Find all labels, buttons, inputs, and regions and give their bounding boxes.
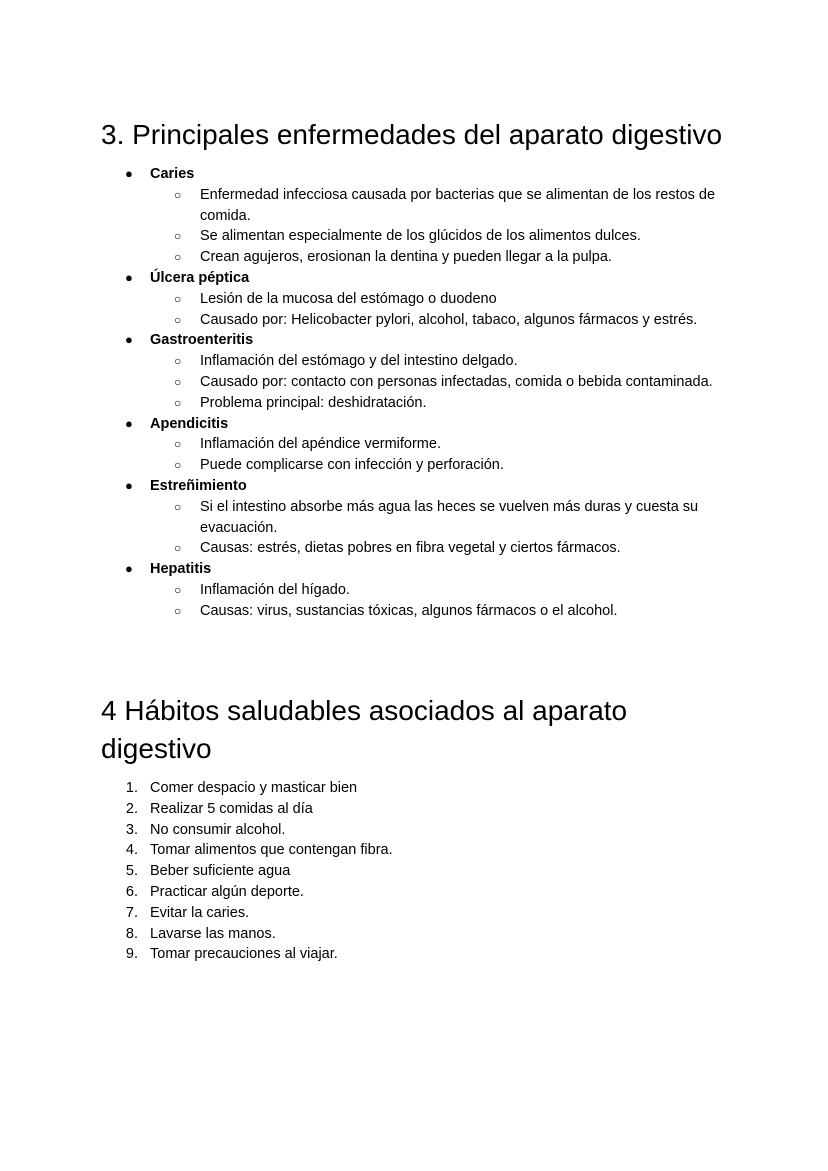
disease-item [0, 268, 828, 330]
disease-details-list [0, 289, 828, 331]
habit-item [0, 820, 828, 841]
habit-item [0, 840, 828, 861]
detail-text: Problema principal: deshidratación. [200, 394, 427, 411]
detail-text: Lesión de la mucosa del estómago o duodeno [200, 290, 497, 307]
detail-item [0, 497, 730, 539]
habit-item [0, 799, 828, 820]
hollow-bullet-icon: ○ [174, 291, 182, 306]
disease-details-list [0, 434, 828, 476]
habit-item [0, 924, 828, 945]
habit-number: 5. [125, 863, 138, 880]
habit-text: No consumir alcohol. [150, 821, 286, 838]
bullet-icon: ● [125, 166, 133, 181]
detail-item [0, 226, 730, 247]
hollow-bullet-icon: ○ [174, 229, 182, 244]
hollow-bullet-icon: ○ [174, 541, 182, 556]
disease-details-list [0, 497, 828, 559]
bullet-icon: ● [125, 415, 133, 431]
habit-number: 3. [125, 821, 138, 838]
detail-item [0, 455, 730, 476]
hollow-bullet-icon: ○ [174, 250, 182, 265]
habit-text: Evitar la caries. [150, 904, 250, 921]
habit-number: 2. [125, 800, 138, 817]
habit-text: Lavarse las manos. [150, 925, 276, 942]
detail-item [0, 247, 730, 268]
hollow-bullet-icon: ○ [174, 603, 182, 618]
hollow-bullet-icon: ○ [174, 374, 182, 389]
detail-text: Se alimentan especialmente de los glúcidos de los alimentos dulces. [200, 228, 641, 245]
detail-text: Causas: virus, sustancias tóxicas, algunos fármacos o el alcohol. [200, 602, 618, 619]
detail-item [0, 185, 730, 227]
habit-number: 1. [125, 780, 138, 796]
detail-item [0, 351, 730, 372]
habit-text: Comer despacio y masticar bien [150, 780, 358, 796]
bullet-icon: ● [125, 561, 133, 577]
detail-text: Si el intestino absorbe más agua las heces se vuelven más duras y cuesta su evacuación. [200, 498, 699, 536]
disease-item [0, 476, 828, 559]
disease-heading [0, 330, 828, 351]
detail-text: Crean agujeros, erosionan la dentina y pueden llegar a la pulpa. [200, 249, 612, 266]
habit-item [0, 882, 828, 903]
detail-text: Causado por: contacto con personas infectadas, comida o bebida contaminada. [200, 373, 713, 390]
disease-name: Apendicitis [150, 415, 229, 432]
bullet-icon: ● [125, 477, 133, 493]
detail-text: Puede complicarse con infección y perforación. [200, 457, 504, 474]
hollow-bullet-icon: ○ [174, 395, 182, 410]
detail-item [0, 310, 730, 331]
detail-text: Causas: estrés, dietas pobres en fibra vegetal y ciertos fármacos. [200, 540, 621, 557]
disease-item [0, 559, 828, 621]
disease-heading [0, 559, 828, 580]
detail-text: Causado por: Helicobacter pylori, alcohol, tabaco, algunos fármacos y estrés. [200, 311, 698, 328]
bullet-icon: ● [125, 332, 133, 348]
habit-number: 4. [125, 842, 138, 859]
detail-item [0, 580, 730, 601]
disease-heading [0, 268, 828, 289]
detail-text: Inflamación del apéndice vermiforme. [200, 436, 441, 453]
detail-text: Inflamación del hígado. [200, 581, 350, 598]
hollow-bullet-icon: ○ [174, 437, 182, 452]
detail-text: Inflamación del estómago y del intestino delgado. [200, 353, 518, 370]
disease-name: Gastroenteritis [150, 332, 254, 349]
section-3-title: 3. Principales enfermedades del aparato digestivo [101, 119, 723, 150]
disease-heading [0, 164, 828, 185]
detail-text: Enfermedad infecciosa causada por bacterias que se alimentan de los restos de comida. [200, 186, 716, 224]
disease-name: Úlcera péptica [150, 269, 250, 286]
disease-details-list [0, 185, 828, 268]
habit-number: 8. [125, 925, 138, 942]
disease-item [0, 164, 828, 268]
habit-number: 7. [125, 904, 138, 921]
habit-text: Realizar 5 comidas al día [150, 800, 313, 817]
habit-number: 9. [125, 946, 138, 963]
hollow-bullet-icon: ○ [174, 187, 182, 202]
hollow-bullet-icon: ○ [174, 312, 182, 327]
habit-item [0, 944, 828, 965]
habit-item [0, 778, 828, 799]
disease-heading [0, 476, 828, 497]
disease-details-list [0, 580, 828, 622]
disease-item [0, 330, 828, 413]
detail-item [0, 434, 730, 455]
bullet-icon: ● [125, 269, 133, 285]
hollow-bullet-icon: ○ [174, 582, 182, 597]
habit-text: Tomar alimentos que contengan fibra. [150, 842, 393, 859]
habit-text: Tomar precauciones al viajar. [150, 946, 338, 963]
habit-item [0, 861, 828, 882]
disease-name: Caries [150, 166, 195, 182]
disease-name: Estreñimiento [150, 477, 247, 494]
disease-heading [0, 414, 828, 435]
detail-item [0, 289, 730, 310]
hollow-bullet-icon: ○ [174, 458, 182, 473]
habits-list [0, 778, 828, 965]
detail-item [0, 601, 730, 622]
detail-item [0, 538, 730, 559]
habit-text: Practicar algún deporte. [150, 883, 304, 900]
disease-details-list [0, 351, 828, 413]
section-4-title: 4 Hábitos saludables asociados al aparato digestivo [101, 695, 628, 764]
hollow-bullet-icon: ○ [174, 499, 182, 514]
diseases-list [0, 164, 828, 622]
habit-number: 6. [125, 883, 138, 900]
disease-name: Hepatitis [150, 561, 212, 578]
hollow-bullet-icon: ○ [174, 354, 182, 369]
detail-item [0, 372, 730, 393]
detail-item [0, 393, 730, 414]
habit-text: Beber suficiente agua [150, 863, 291, 880]
disease-item [0, 414, 828, 476]
habit-item [0, 903, 828, 924]
